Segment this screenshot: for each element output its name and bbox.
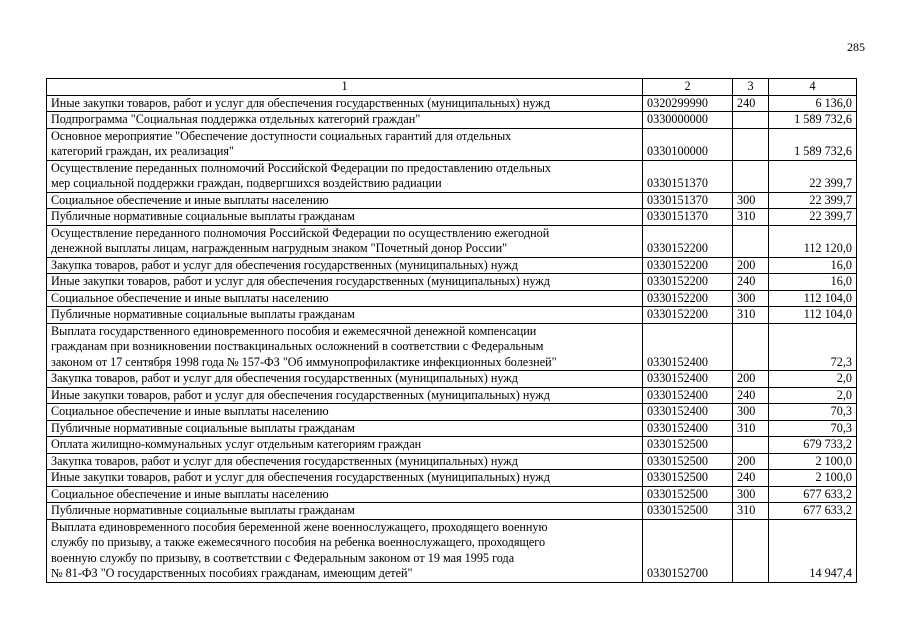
row-type-cell: 310 [733,209,769,226]
row-type-cell: 200 [733,453,769,470]
row-sum-cell: 72,3 [769,323,857,371]
row-name-cell: Закупка товаров, работ и услуг для обеспечения государственных (муниципальных) нужд [47,257,643,274]
row-sum-cell: 22 399,7 [769,192,857,209]
row-type-cell: 310 [733,420,769,437]
table-row [47,95,857,112]
row-name-cell: Осуществление переданных полномочий Российской Федерации по предоставлению отдельных мер социальной поддержки граждан, подвергшихся воздействию радиации [47,160,643,192]
table-row [47,128,857,160]
table-row [47,274,857,291]
row-sum-cell: 6 136,0 [769,95,857,112]
row-code-cell: 0330151370 [643,160,733,192]
row-sum-cell: 677 633,2 [769,486,857,503]
row-code-cell: 0330152500 [643,486,733,503]
row-name-cell: Иные закупки товаров, работ и услуг для обеспечения государственных (муниципальных) нужд [47,470,643,487]
row-code-cell: 0330152500 [643,470,733,487]
row-type-cell: 300 [733,404,769,421]
row-type-cell: 310 [733,307,769,324]
row-sum-cell: 14 947,4 [769,519,857,582]
row-name-cell: Социальное обеспечение и иные выплаты населению [47,192,643,209]
header-col-4: 4 [769,79,857,96]
row-code-cell: 0330152200 [643,257,733,274]
row-type-cell: 300 [733,192,769,209]
row-sum-cell: 16,0 [769,257,857,274]
row-name-cell: Социальное обеспечение и иные выплаты населению [47,404,643,421]
table-row [47,257,857,274]
header-col-1: 1 [47,79,643,96]
table-row [47,160,857,192]
row-code-cell: 0330152200 [643,225,733,257]
header-row [47,79,857,96]
row-name-cell: Социальное обеспечение и иные выплаты населению [47,290,643,307]
page-number: 285 [847,40,865,54]
table-row [47,209,857,226]
row-name-cell: Осуществление переданного полномочия Российской Федерации по осуществлению ежегодной денежной выплаты лицам, награжденным нагрудным знаком "Почетный донор России" [47,225,643,257]
row-name-cell: Иные закупки товаров, работ и услуг для обеспечения государственных (муниципальных) нужд [47,274,643,291]
row-type-cell: 310 [733,503,769,520]
table-row [47,404,857,421]
row-type-cell: 240 [733,95,769,112]
row-code-cell: 0330152400 [643,371,733,388]
table-body [47,95,857,582]
row-code-cell: 0330152200 [643,290,733,307]
table-row [47,470,857,487]
table-row [47,225,857,257]
row-type-cell: 240 [733,387,769,404]
row-type-cell [733,128,769,160]
row-type-cell: 240 [733,470,769,487]
table-row [47,371,857,388]
row-sum-cell: 2,0 [769,371,857,388]
row-name-cell: Иные закупки товаров, работ и услуг для обеспечения государственных (муниципальных) нужд [47,387,643,404]
row-type-cell: 300 [733,290,769,307]
table-row [47,192,857,209]
row-sum-cell: 22 399,7 [769,160,857,192]
row-sum-cell: 2,0 [769,387,857,404]
row-sum-cell: 112 104,0 [769,290,857,307]
row-type-cell: 200 [733,371,769,388]
row-name-cell: Закупка товаров, работ и услуг для обеспечения государственных (муниципальных) нужд [47,453,643,470]
row-sum-cell: 112 120,0 [769,225,857,257]
row-name-cell: Подпрограмма "Социальная поддержка отдельных категорий граждан" [47,112,643,129]
row-sum-cell: 677 633,2 [769,503,857,520]
row-name-cell: Социальное обеспечение и иные выплаты населению [47,486,643,503]
row-type-cell: 200 [733,257,769,274]
row-code-cell: 0330152200 [643,307,733,324]
table-row [47,503,857,520]
row-code-cell: 0330151370 [643,192,733,209]
row-code-cell: 0330152500 [643,453,733,470]
row-code-cell: 0330152400 [643,387,733,404]
table-row [47,486,857,503]
table-row [47,453,857,470]
row-name-cell: Основное мероприятие "Обеспечение доступности социальных гарантий для отдельных категорий граждан, их реализация" [47,128,643,160]
table-row [47,112,857,129]
row-code-cell: 0330100000 [643,128,733,160]
row-type-cell [733,323,769,371]
row-type-cell [733,160,769,192]
row-sum-cell: 2 100,0 [769,453,857,470]
row-code-cell: 0330152400 [643,420,733,437]
row-name-cell: Публичные нормативные социальные выплаты гражданам [47,420,643,437]
header-col-3: 3 [733,79,769,96]
row-sum-cell: 70,3 [769,404,857,421]
row-code-cell: 0330152500 [643,503,733,520]
row-sum-cell: 70,3 [769,420,857,437]
row-name-cell: Публичные нормативные социальные выплаты гражданам [47,307,643,324]
row-sum-cell: 16,0 [769,274,857,291]
row-name-cell: Выплата единовременного пособия беременной жене военнослужащего, проходящего военную службу по призыву, а также ежемесячного пособия на ребенка военнослужащего, проходящего военную службу по призыву, в соответствии с Федеральным законом от 19 мая 1995 года № 81-ФЗ "О государственных пособиях гражданам, имеющим детей" [47,519,643,582]
row-code-cell: 0330151370 [643,209,733,226]
table-row [47,420,857,437]
row-type-cell [733,112,769,129]
table-header [47,79,857,96]
row-code-cell: 0330152400 [643,323,733,371]
table-row [47,519,857,582]
row-code-cell: 0330152400 [643,404,733,421]
row-code-cell: 0330152700 [643,519,733,582]
row-code-cell: 0330152200 [643,274,733,291]
row-name-cell: Оплата жилищно-коммунальных услуг отдельным категориям граждан [47,437,643,454]
table-row [47,323,857,371]
row-sum-cell: 1 589 732,6 [769,128,857,160]
row-sum-cell: 1 589 732,6 [769,112,857,129]
table-row [47,307,857,324]
row-name-cell: Публичные нормативные социальные выплаты гражданам [47,209,643,226]
row-type-cell [733,519,769,582]
table-row [47,437,857,454]
row-sum-cell: 22 399,7 [769,209,857,226]
row-sum-cell: 679 733,2 [769,437,857,454]
table-row [47,387,857,404]
row-name-cell: Иные закупки товаров, работ и услуг для обеспечения государственных (муниципальных) нужд [47,95,643,112]
row-type-cell: 240 [733,274,769,291]
budget-table [46,78,857,583]
row-sum-cell: 2 100,0 [769,470,857,487]
row-type-cell [733,225,769,257]
row-code-cell: 0330152500 [643,437,733,454]
row-code-cell: 0320299990 [643,95,733,112]
table-row [47,290,857,307]
row-name-cell: Выплата государственного единовременного пособия и ежемесячной денежной компенсации гражданам при возникновении поствакцинальных осложнений в соответствии с Федеральным законом от 17 сентября 1998 года № 157-ФЗ "Об иммунопрофилактике инфекционных болезней" [47,323,643,371]
row-type-cell [733,437,769,454]
header-col-2: 2 [643,79,733,96]
row-type-cell: 300 [733,486,769,503]
row-sum-cell: 112 104,0 [769,307,857,324]
row-name-cell: Закупка товаров, работ и услуг для обеспечения государственных (муниципальных) нужд [47,371,643,388]
row-code-cell: 0330000000 [643,112,733,129]
row-name-cell: Публичные нормативные социальные выплаты гражданам [47,503,643,520]
